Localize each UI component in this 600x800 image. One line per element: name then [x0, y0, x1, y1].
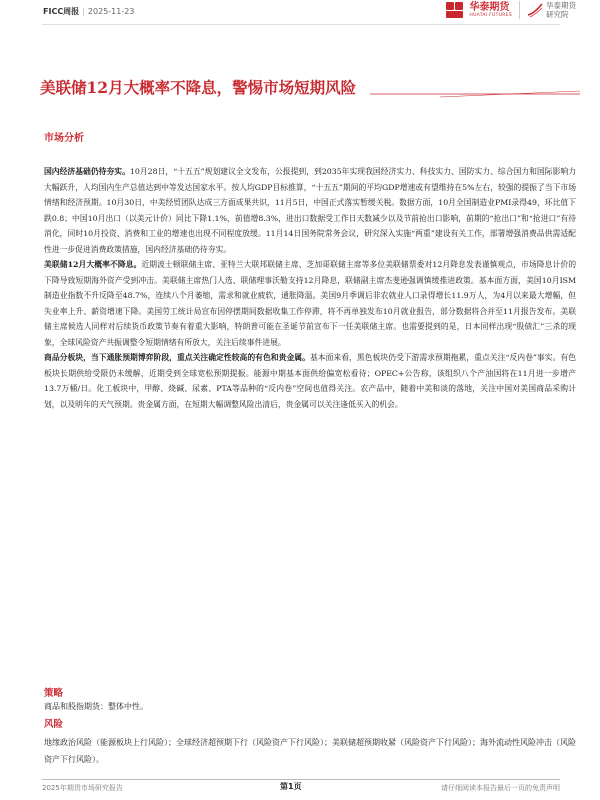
paragraph-lead: 美联储12月大概率不降息。 [44, 260, 142, 269]
risk-text: 地缘政治风险（能源板块上行风险）；全球经济超预期下行（风险资产下行风险）；美联储超预期收紧（风险资产下行风险）；海外流动性风险冲击（风险资产下行风险）。 [44, 738, 576, 764]
strategy-heading: 策略 [44, 688, 64, 699]
logo-en-text: HUATAI FUTURES [469, 12, 512, 18]
header-rule [42, 24, 560, 25]
strategy-text: 商品和股指期货：整体中性。 [44, 702, 148, 711]
section-title-market-analysis: 市场分析 [44, 133, 84, 144]
title-underline [40, 90, 580, 100]
header-separator: | [82, 7, 85, 16]
risk-heading: 风险 [44, 719, 64, 730]
paragraph-domestic-economy [44, 164, 576, 257]
paragraph-lead: 商品分板块，当下通胀预期博弈阶段，重点关注确定性较高的有色和贵金属。 [44, 353, 310, 362]
institute-logo [527, 1, 576, 19]
report-tag [43, 6, 134, 17]
paragraph-fed [44, 257, 576, 350]
paragraph-text: 基本面来看，黑色板块仍受下游需求预期拖累，重点关注“反内卷”事实。有色板块长期供给受限仍未缓解，近期受到全球宽松预期提振。能源中期基本面供给偏宽松看待；OPEC+公告称，该组织八个产油国将在11月进一步增产13.7万桶/日。化工板块中，甲醇、烧碱、尿素、PTA等品种的“反内卷”空间也值得关注。农产品中，随着中美和谈的落地，关注中国对美国商品采购计划，以及明年的天气预期。贵金属方面，在短期大幅调整风险出清后，贵金属可以关注逢低买入的机会。 [44, 353, 577, 409]
paragraph-commodities [44, 350, 576, 412]
report-type: FICC周报 [43, 7, 80, 16]
institute-line1: 华泰期货 [546, 1, 576, 10]
paragraph-text: 近期波士顿联储主席、亚特兰大联邦联储主席、芝加哥联储主席等多位美联储票委对12月降息发表谨慎观点，市场降息计价的下降导致短期海外资产受到冲击。美联储主席热门人选、联储理事沃勒支持12月降息，联储副主席杰斐逊强调慎缓推进政策。基本面方面，美国10月ISM制造业指数不升反降至48.7%，连续八个月萎缩，需求和就业疲软，通胀降温。美国9月季调后非农就业人口录得增长11.9万人，为4月以来最大增幅，但失业率上升、薪资增速下降。美国劳工统计局宣布因停摆期间数据收集工作停滞，将不再单独发布10月就业报告，部分数据将合并至11月报告发布。美联储主席候选人同样对后续货币政策节奏有着重大影响，特朗普可能在圣诞节前宣布下一任美联储主席。也需要提到的是，日本同样出现“股债汇”三杀的现象，全球风险资产共振调整令短期情绪有所放大，关注后续事件进展。 [44, 260, 576, 347]
brand-logo [445, 0, 576, 20]
huatai-futures-logo [445, 0, 512, 20]
report-date: 2025-11-23 [87, 7, 135, 16]
report-title: 美联储12月大概率不降息，警惕市场短期风险 [40, 78, 357, 97]
footer-report-name: 2025年期货市场研究报告 [42, 784, 123, 792]
huatai-logo-icon [445, 0, 465, 20]
logo-cn-text: 华泰期货 [469, 1, 510, 13]
logo-divider [519, 1, 520, 19]
footer-disclaimer-note: 请仔细阅读本报告最后一页的免责声明 [441, 784, 560, 792]
footer-rule [42, 779, 560, 780]
institute-line2: 研究院 [546, 10, 569, 19]
page-number: 第1页 [280, 782, 302, 791]
paragraph-lead: 国内经济基础仍待夯实。 [44, 167, 130, 176]
institute-swoosh-icon [527, 2, 543, 18]
market-analysis-body [44, 164, 576, 412]
paragraph-text: 10月28日，“十五五”规划建议全文发布，公报提到，到2035年实现我国经济实力、科技实力、国防实力、综合国力和国际影响力大幅跃升，人均国内生产总值达到中等发达国家水平。按人均GDP目标推算，“十五五”期间的平均GDP增速或有望维持在5%左右，较强的提振了当下市场情绪和经济预期。10月30日，中美经贸团队达成三方面成果共识，11月5日，中国正式落实暂缓关税。数据方面，10月全国制造业PMI录得49，环比值下跌0.8；中国10月出口（以美元计价）同比下降1.1%，前值增8.3%，进出口数据受工作日天数减少以及节前抢出口影响，前期的“抢出口”和“抢进口”有待消化，同时10月投资、消费和工业的增速也出现不同程度放缓。11月14日国务院常务会议，研究深入实施“两重”建设有关工作，部署增强消费品供需适配性进一步促进消费政策措施，国内经济基础仍待夯实。 [44, 167, 576, 254]
